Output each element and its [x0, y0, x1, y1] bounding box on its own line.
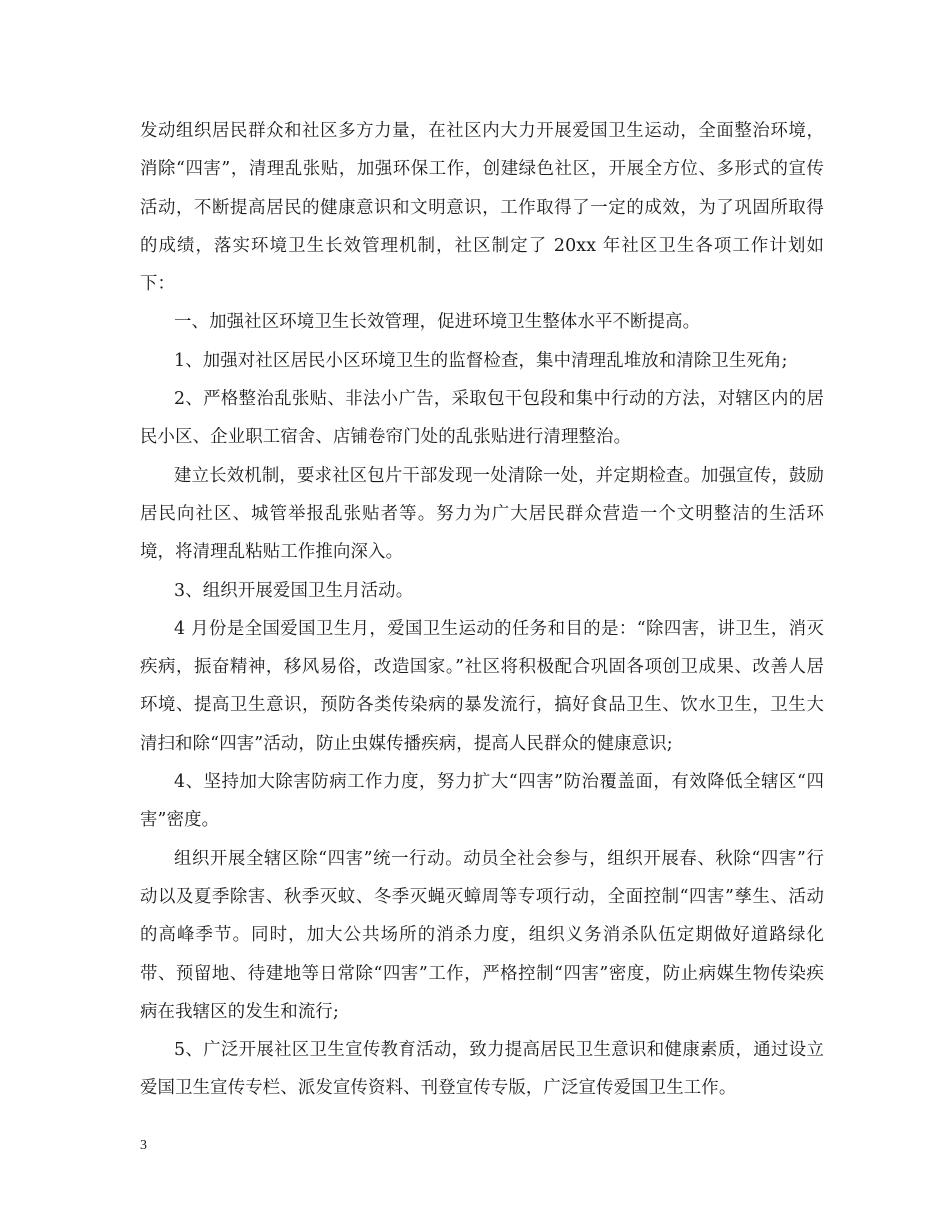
paragraph-intro: 发动组织居民群众和社区多方力量，在社区内大力开展爱国卫生运动，全面整治环境，消除“四害”，清理乱张贴，加强环保工作，创建绿色社区，开展全方位、多形式的宣传活动，不断提高居民的健康意识和文明意识，工作取得了一定的成效，为了巩固所取得的成绩，落实环境卫生长效管理机制，社区制定了 20xx 年社区卫生各项工作计划如下：	[140, 121, 824, 295]
paragraph-long-term-mechanism: 建立长效机制，要求社区包片干部发现一处清除一处，并定期检查。加强宣传，鼓励居民向社区、城管举报乱张贴者等。努力为广大居民群众营造一个文明整洁的生活环境，将清理乱粘贴工作推向深入。	[140, 465, 824, 563]
paragraph-item-2: 2、严格整治乱张贴、非法小广告，采取包干包段和集中行动的方法，对辖区内的居民小区、企业职工宿舍、店铺卷帘门处的乱张贴进行清理整治。	[140, 389, 824, 448]
page-number: 3	[140, 1138, 147, 1153]
document-body	[140, 112, 824, 1108]
paragraph-section-heading-1: 一、加强社区环境卫生长效管理，促进环境卫生整体水平不断提高。	[174, 312, 701, 333]
paragraph-item-1: 1、加强对社区居民小区环境卫生的监督检查，集中清理乱堆放和清除卫生死角;	[174, 350, 788, 371]
paragraph-item-4: 4、坚持加大除害防病工作力度，努力扩大“四害”防治覆盖面，有效降低全辖区“四害”密度。	[140, 772, 824, 831]
paragraph-health-month: 4 月份是全国爱国卫生月，爱国卫生运动的任务和目的是：“除四害，讲卫生，消灭疾病，振奋精神，移风易俗，改造国家。”社区将积极配合巩固各项创卫成果、改善人居环境、提高卫生意识，预防各类传染病的暴发流行，搞好食品卫生、饮水卫生，卫生大清扫和除“四害”活动，防止虫媒传播疾病，提高人民群众的健康意识;	[140, 618, 824, 754]
paragraph-pest-control-action: 组织开展全辖区除“四害”统一行动。动员全社会参与，组织开展春、秋除“四害”行动以及夏季除害、秋季灭蚊、冬季灭蝇灭蟑周等专项行动，全面控制“四害”孳生、活动的高峰季节。同时，加大公共场所的消杀力度，组织义务消杀队伍定期做好道路绿化带、预留地、待建地等日常除“四害”工作，严格控制“四害”密度，防止病媒生物传染疾病在我辖区的发生和流行;	[140, 848, 824, 1022]
paragraph-item-5: 5、广泛开展社区卫生宣传教育活动，致力提高居民卫生意识和健康素质，通过设立爱国卫生宣传专栏、派发宣传资料、刊登宣传专版，广泛宣传爱国卫生工作。	[140, 1040, 824, 1099]
paragraph-item-3: 3、组织开展爱国卫生月活动。	[174, 580, 414, 601]
